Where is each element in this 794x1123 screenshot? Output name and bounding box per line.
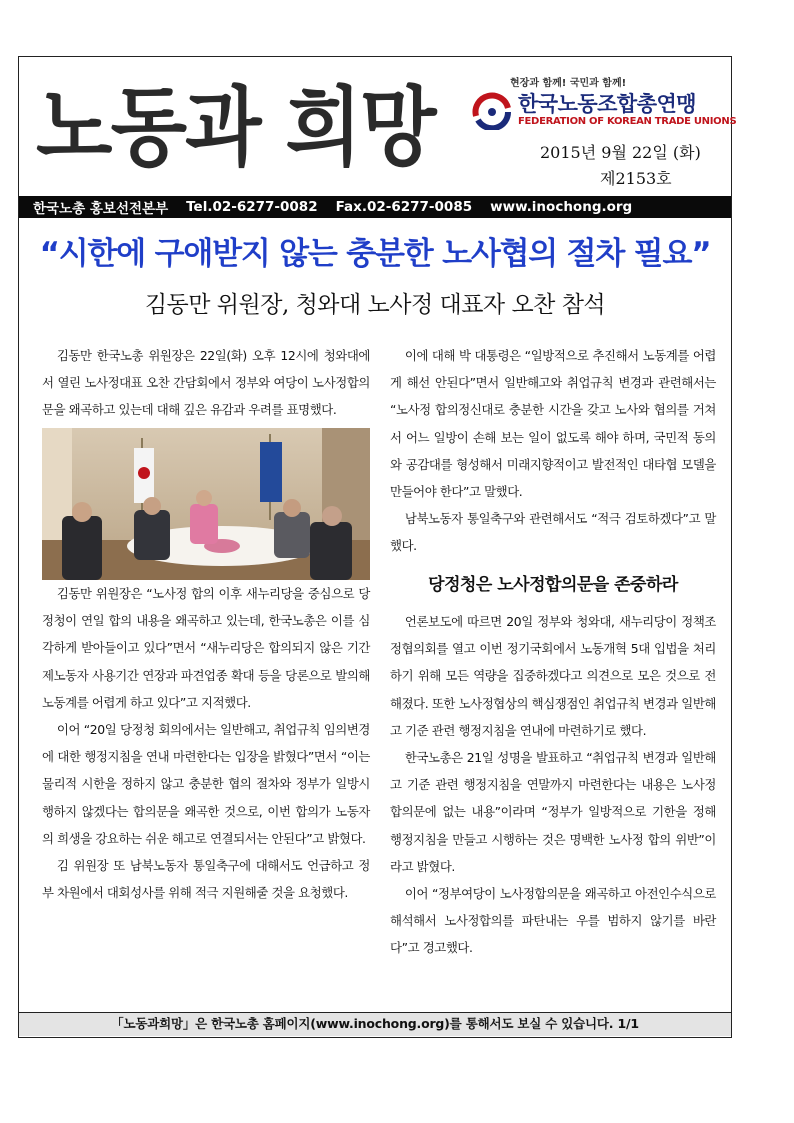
luncheon-photo bbox=[42, 428, 370, 580]
newsletter-title: 노동과 희망 bbox=[36, 77, 435, 178]
contact-website-link[interactable]: www.inochong.org bbox=[490, 199, 633, 215]
article-paragraph: 언론보도에 따르면 20일 정부와 청와대, 새누리당이 정책조정협의회를 열고 이번 정기국회에서 노동개혁 5대 입법을 처리하기 위해 모든 역량을 집중하겠다고 의견으로 모은 것으로 전해졌다. 또한 노사정협상의 핵심쟁점인 취업규칙 변경과 일반해고 기준 관련 행정지침을 연내에 마련하기로 했다. bbox=[390, 614, 716, 738]
article-paragraph: 김 위원장 또 남북노동자 통일축구에 대해서도 언급하고 정부 차원에서 대회성사를 위해 적극 지원해줄 것을 요청했다. bbox=[42, 858, 370, 901]
article-paragraph: 이어 “정부여당이 노사정합의문을 왜곡하고 아전인수식으로 해석해서 노사정합의를 파탄내는 우를 범하지 않기를 바란다”고 경고했다. bbox=[390, 886, 716, 956]
logo-name: 한국노동조합총연맹 bbox=[518, 92, 697, 116]
contact-tel: Tel.02-6277-0082 bbox=[186, 199, 318, 215]
fktu-logo-icon bbox=[470, 86, 514, 130]
article-paragraph: 이에 대해 박 대통령은 “일방적으로 추진해서 노동계를 어렵게 해선 안된다”면서 일반해고와 취업규칙 변경과 관련해서는 “노사정 합의정신대로 충분한 시간을 갖고 노사와 협의를 거쳐서 어느 일방이 손해 보는 일이 없도록 해야 하며, 국민적 동의와 공감대를 형성해서 미래지향적이고 발전적인 대타협 모델을 만들어야 한다”고 말했다. bbox=[390, 348, 716, 500]
issue-number: 제2153호 bbox=[600, 169, 672, 188]
article-paragraph: 김동만 한국노총 위원장은 22일(화) 오후 12시에 청와대에서 열린 노사정대표 오찬 간담회에서 정부와 여당이 노사정합의문을 왜곡하고 있는데 대해 깊은 유감과 우려를 표명했다. bbox=[42, 348, 370, 418]
logo-slogan: 현장과 함께! 국민과 함께! bbox=[510, 78, 627, 89]
article-paragraph: 한국노총은 21일 성명을 발표하고 “취업규칙 변경과 일반해고 기준 관련 행정지침을 연말까지 마련한다는 내용은 노사정 합의문에 없는 내용”이라며 “정부가 일방적으로 기한을 정해 행정지침을 만들고 시행하는 것은 명백한 노사정 합의 위반”이라고 밝혔다. bbox=[390, 750, 716, 874]
fktu-logo bbox=[470, 74, 737, 134]
left-column-top bbox=[42, 342, 370, 424]
logo-english-name: FEDERATION OF KOREAN TRADE UNIONS bbox=[518, 116, 737, 127]
headline: “시한에 구애받지 않는 충분한 노사협의 절차 필요” bbox=[39, 236, 711, 272]
left-column-bottom bbox=[42, 580, 370, 906]
article-paragraph: 김동만 위원장은 “노사정 합의 이후 새누리당을 중심으로 당정청이 연일 합의 내용을 왜곡하고 있는데, 한국노총은 이를 심각하게 받아들이고 있다”면서 “새누리당은 합의되지 않은 기간제노동자 사용기간 연장과 파견업종 확대 등을 당론으로 발의해 노동계를 어렵게 하고 있다”고 지적했다. bbox=[42, 586, 370, 710]
luncheon-photo-image bbox=[42, 428, 370, 580]
issue-date: 2015년 9월 22일 (화) bbox=[540, 143, 701, 162]
article-paragraph: 남북노동자 통일축구와 관련해서도 “적극 검토하겠다”고 말했다. bbox=[390, 511, 716, 554]
footer-note: 「노동과희망」은 한국노총 홈페이지(www.inochong.org)를 통해서도 보실 수 있습니다. 1/1 bbox=[19, 1012, 731, 1036]
subheadline: 김동만 위원장, 청와대 노사정 대표자 오찬 참석 bbox=[144, 292, 606, 318]
contact-department: 한국노총 홍보선전본부 bbox=[33, 201, 169, 217]
section-title: 당정청은 노사정합의문을 존중하라 bbox=[428, 575, 678, 595]
contact-bar bbox=[19, 196, 731, 218]
right-column-bottom bbox=[390, 608, 716, 962]
article-paragraph: 이어 “20일 당정청 회의에서는 일반해고, 취업규칙 임의변경에 대한 행정지침을 연내 마련한다는 입장을 밝혔다”면서 “이는 물리적 시한을 정하지 않고 충분한 협의 절차와 정부가 일방시행하지 않겠다는 합의문을 왜곡한 것으로, 이번 합의가 노동자의 희생을 강요하는 쉬운 해고로 연결되서는 안된다”고 밝혔다. bbox=[42, 722, 370, 846]
right-column-top bbox=[390, 342, 716, 560]
contact-fax: Fax.02-6277-0085 bbox=[335, 199, 473, 215]
